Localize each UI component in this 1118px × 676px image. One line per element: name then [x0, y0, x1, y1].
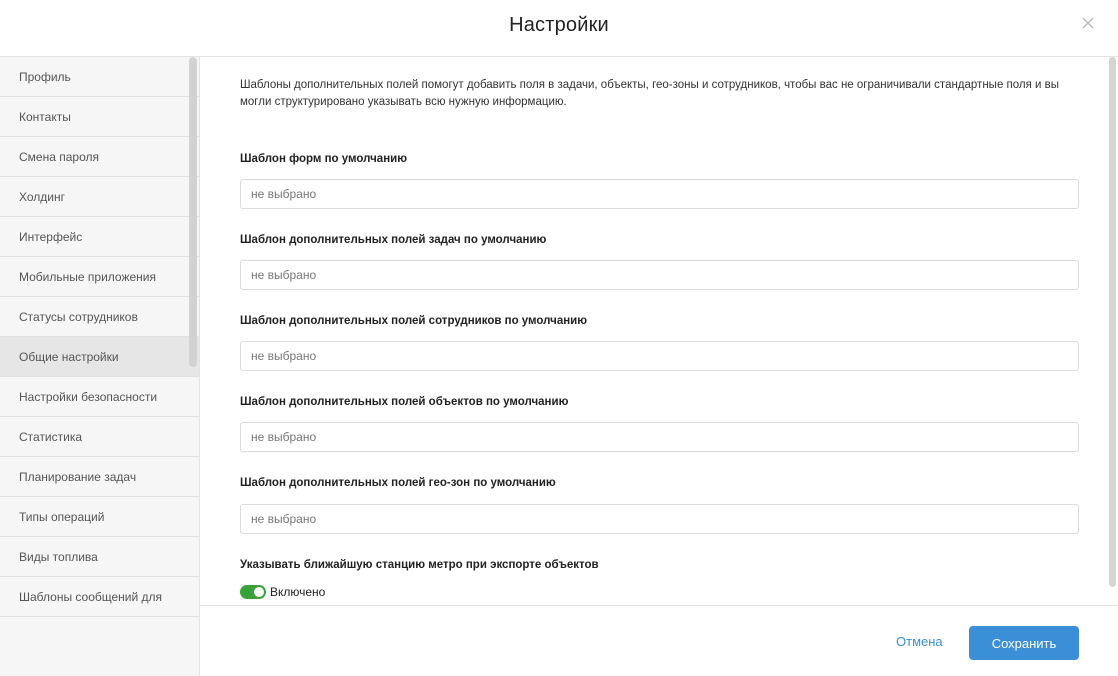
sidebar-item-employee-statuses[interactable]: Статусы сотрудников	[0, 297, 199, 337]
sidebar-item-message-templates[interactable]: Шаблоны сообщений для	[0, 577, 199, 617]
settings-sidebar	[0, 57, 200, 676]
geozone-fields-template-label: Шаблон дополнительных полей гео-зон по умолчанию	[240, 477, 556, 489]
dialog-title: Настройки	[509, 14, 609, 36]
dialog-footer	[200, 605, 1118, 676]
close-icon[interactable]	[1080, 15, 1096, 31]
sidebar-item-task-planning[interactable]: Планирование задач	[0, 457, 199, 497]
geozone-fields-template-select[interactable]: не выбрано	[240, 504, 1079, 534]
employee-fields-template-select[interactable]: не выбрано	[240, 341, 1079, 371]
sidebar-item-general-settings[interactable]: Общие настройки	[0, 337, 199, 377]
sidebar-item-mobile-apps[interactable]: Мобильные приложения	[0, 257, 199, 297]
cancel-button[interactable]: Отмена	[896, 634, 943, 649]
toggle-knob	[254, 587, 264, 597]
sidebar-item-profile[interactable]: Профиль	[0, 57, 199, 97]
sidebar-item-operation-types[interactable]: Типы операций	[0, 497, 199, 537]
sidebar-item-fuel-types[interactable]: Виды топлива	[0, 537, 199, 577]
metro-export-toggle[interactable]	[240, 585, 266, 599]
sidebar-item-contacts[interactable]: Контакты	[0, 97, 199, 137]
object-fields-template-select[interactable]: не выбрано	[240, 422, 1079, 452]
sidebar-item-security-settings[interactable]: Настройки безопасности	[0, 377, 199, 417]
form-template-label: Шаблон форм по умолчанию	[240, 153, 408, 165]
sidebar-scrollbar[interactable]	[189, 57, 197, 367]
sidebar-item-interface[interactable]: Интерфейс	[0, 217, 199, 257]
save-button[interactable]: Сохранить	[969, 626, 1079, 660]
content-scrollbar[interactable]	[1109, 57, 1116, 587]
metro-export-toggle-state: Включено	[270, 585, 326, 599]
intro-text: Шаблоны дополнительных полей помогут добавить поля в задачи, объекты, гео-зоны и сотрудников, чтобы вас не ограничивали стандартные поля и вы могли структурировано указывать всю нужную информацию.	[240, 79, 1060, 108]
task-fields-template-label: Шаблон дополнительных полей задач по умолчанию	[240, 234, 547, 246]
task-fields-template-select[interactable]: не выбрано	[240, 260, 1079, 290]
settings-content	[200, 57, 1118, 605]
object-fields-template-label: Шаблон дополнительных полей объектов по умолчанию	[240, 396, 569, 408]
sidebar-item-statistics[interactable]: Статистика	[0, 417, 199, 457]
sidebar-item-change-password[interactable]: Смена пароля	[0, 137, 199, 177]
form-template-select[interactable]: не выбрано	[240, 179, 1079, 209]
dialog-header	[0, 0, 1118, 57]
metro-export-toggle-row[interactable]	[240, 585, 325, 599]
employee-fields-template-label: Шаблон дополнительных полей сотрудников по умолчанию	[240, 315, 588, 327]
sidebar-item-holding[interactable]: Холдинг	[0, 177, 199, 217]
metro-export-label: Указывать ближайшую станцию метро при экспорте объектов	[240, 559, 599, 571]
